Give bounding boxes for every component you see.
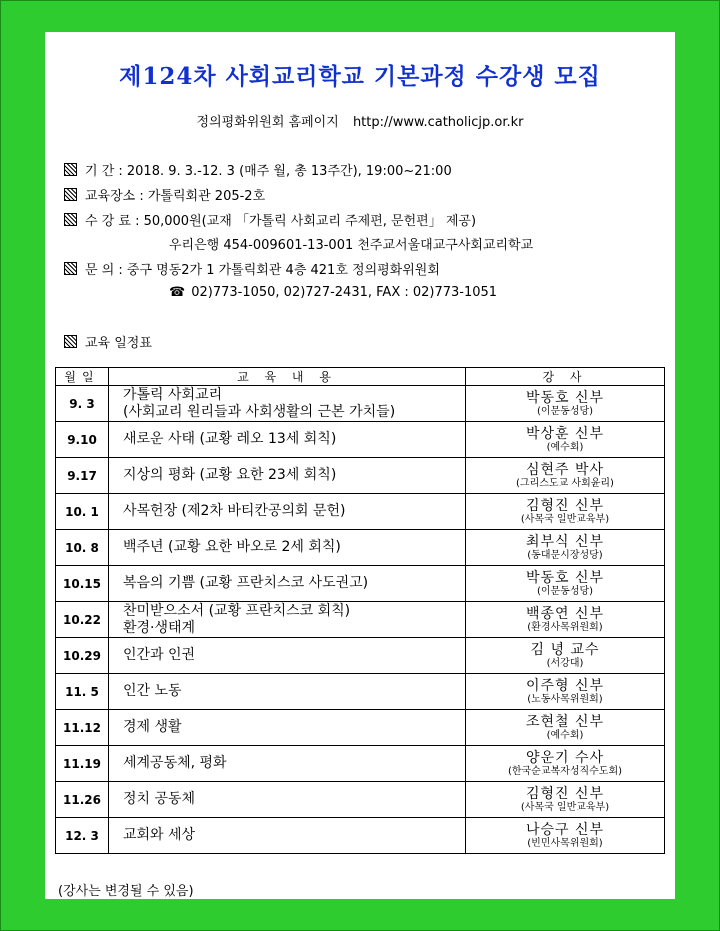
lecturer-name: 양운기 수사 <box>525 749 605 766</box>
row-lecturer <box>466 494 665 530</box>
hatched-box-icon <box>64 188 77 201</box>
row-date: 10. 8 <box>56 530 109 566</box>
lecturer-org: (서강대) <box>546 657 584 669</box>
row-date: 11.26 <box>56 782 109 818</box>
row-date: 11. 5 <box>56 674 109 710</box>
table-row <box>56 386 665 422</box>
lecturer-name: 조현철 신부 <box>525 713 605 730</box>
lecturer-name: 최부식 신부 <box>525 533 605 550</box>
row-content <box>109 782 466 818</box>
content-line: 백주년 (교황 요한 바오로 2세 회칙) <box>123 539 341 555</box>
content-line: (사회교리 원리들과 사회생활의 근본 가치들) <box>123 403 396 420</box>
row-lecturer <box>466 386 665 422</box>
hatched-box-icon <box>64 335 77 348</box>
header-content: 교 육 내 용 <box>109 368 466 386</box>
table-row <box>56 494 665 530</box>
content-line: 지상의 평화 (교황 요한 23세 회칙) <box>123 467 337 483</box>
row-content <box>109 818 466 854</box>
lecturer-name: 박동호 신부 <box>525 389 605 406</box>
lecturer-org: (이문동성당) <box>536 405 594 417</box>
lecturer-name: 김형진 신부 <box>525 497 605 514</box>
row-content <box>109 710 466 746</box>
row-content <box>109 566 466 602</box>
content-line: 정치 공동체 <box>123 791 196 807</box>
content-line: 새로운 사태 (교황 레오 13세 회칙) <box>123 431 337 447</box>
row-date: 9. 3 <box>56 386 109 422</box>
lecturer-name: 김 녕 교수 <box>530 641 600 658</box>
lecturer-name: 박동호 신부 <box>525 569 605 586</box>
lecturer-org: (동대문시장성당) <box>527 549 603 561</box>
row-lecturer <box>466 422 665 458</box>
row-date: 11.19 <box>56 746 109 782</box>
schedule-heading: 교육 일정표 <box>64 332 152 351</box>
row-content <box>109 674 466 710</box>
content-line: 인간과 인권 <box>123 647 196 663</box>
content-line: 가톨릭 사회교리 <box>123 386 223 403</box>
lecturer-org: (사목국 일반교육부) <box>520 801 610 813</box>
table-row <box>56 638 665 674</box>
lecturer-org: (그리스도교 사회윤리) <box>516 477 614 489</box>
lecturer-org: (노동사목위원회) <box>527 693 603 705</box>
row-content <box>109 458 466 494</box>
row-content <box>109 602 466 638</box>
table-row <box>56 602 665 638</box>
row-lecturer <box>466 674 665 710</box>
lecturer-org: (이문동성당) <box>536 585 594 597</box>
homepage-line <box>45 111 675 130</box>
row-content <box>109 494 466 530</box>
header-date: 월일 <box>56 368 109 386</box>
row-lecturer <box>466 818 665 854</box>
table-row <box>56 458 665 494</box>
row-content <box>109 530 466 566</box>
content-line: 찬미받으소서 (교황 프란치스코 회칙) <box>123 602 351 619</box>
schedule-table <box>55 367 665 854</box>
table-row <box>56 674 665 710</box>
row-content <box>109 422 466 458</box>
lecturer-org: (빈민사목위원회) <box>527 837 603 849</box>
row-lecturer <box>466 566 665 602</box>
row-date: 10.15 <box>56 566 109 602</box>
content-line: 사목헌장 (제2차 바티칸공의회 문헌) <box>123 503 346 519</box>
lecturer-org: (환경사목위원회) <box>527 621 603 633</box>
table-row <box>56 422 665 458</box>
lecturer-org: (사목국 일반교육부) <box>520 513 610 525</box>
table-row <box>56 746 665 782</box>
row-date: 10. 1 <box>56 494 109 530</box>
row-lecturer <box>466 530 665 566</box>
row-lecturer <box>466 602 665 638</box>
table-row <box>56 566 665 602</box>
row-lecturer <box>466 458 665 494</box>
hatched-box-icon <box>64 163 77 176</box>
row-lecturer <box>466 710 665 746</box>
row-date: 9.10 <box>56 422 109 458</box>
info-place: 교육장소 : 가톨릭회관 205-2호 <box>64 185 265 204</box>
lecturer-org: (예수회) <box>546 729 584 741</box>
table-row <box>56 710 665 746</box>
row-date: 11.12 <box>56 710 109 746</box>
table-header-row <box>56 368 665 386</box>
table-row <box>56 782 665 818</box>
info-contact: 문 의 : 중구 명동2가 1 가톨릭회관 4층 421호 정의평화위원회 <box>64 259 440 278</box>
page-title: 제124차 사회교리학교 기본과정 수강생 모집 <box>119 63 601 90</box>
row-content <box>109 638 466 674</box>
row-lecturer <box>466 746 665 782</box>
row-content <box>109 386 466 422</box>
row-date: 10.29 <box>56 638 109 674</box>
content-line: 복음의 기쁨 (교황 프란치스코 사도권고) <box>123 575 369 591</box>
info-bank: 우리은행 454-009601-13-001 천주교서울대교구사회교리학교 <box>169 238 534 253</box>
lecturer-name: 김형진 신부 <box>525 785 605 802</box>
row-content <box>109 746 466 782</box>
info-fee: 수 강 료 : 50,000원(교재 「가톨릭 사회교리 주제편, 문헌편」 제공) <box>64 210 476 229</box>
footnote: (강사는 변경될 수 있음) <box>58 884 194 899</box>
lecturer-name: 이주형 신부 <box>525 677 605 694</box>
content-line: 환경·생태계 <box>123 619 196 636</box>
lecturer-name: 박상훈 신부 <box>525 425 605 442</box>
lecturer-org: (예수회) <box>546 441 584 453</box>
table-row <box>56 530 665 566</box>
lecturer-name: 나승구 신부 <box>525 821 605 838</box>
table-row <box>56 818 665 854</box>
row-date: 9.17 <box>56 458 109 494</box>
lecturer-name: 백종연 신부 <box>525 605 605 622</box>
header-lecturer: 강 사 <box>466 368 665 386</box>
content-line: 경제 생활 <box>123 719 182 735</box>
row-date: 10.22 <box>56 602 109 638</box>
info-period: 기 간 : 2018. 9. 3.-12. 3 (매주 월, 총 13주간), 19:00~21:00 <box>64 160 452 179</box>
lecturer-name: 심현주 박사 <box>525 461 605 478</box>
content-line: 세계공동체, 평화 <box>123 755 227 771</box>
row-date: 12. 3 <box>56 818 109 854</box>
content-line: 교회와 세상 <box>123 827 196 843</box>
content-line: 인간 노동 <box>123 683 182 699</box>
row-lecturer <box>466 782 665 818</box>
info-phone: ☎ 02)773-1050, 02)727-2431, FAX : 02)773-1051 <box>169 285 498 300</box>
row-lecturer <box>466 638 665 674</box>
hatched-box-icon <box>64 213 77 226</box>
lecturer-org: (한국순교복자성직수도회) <box>507 765 623 777</box>
homepage-label: 정의평화위원회 홈페이지 <box>196 115 339 130</box>
phone-icon: ☎ <box>169 285 186 300</box>
homepage-url[interactable]: http://www.catholicjp.or.kr <box>352 115 524 130</box>
hatched-box-icon <box>64 262 77 275</box>
